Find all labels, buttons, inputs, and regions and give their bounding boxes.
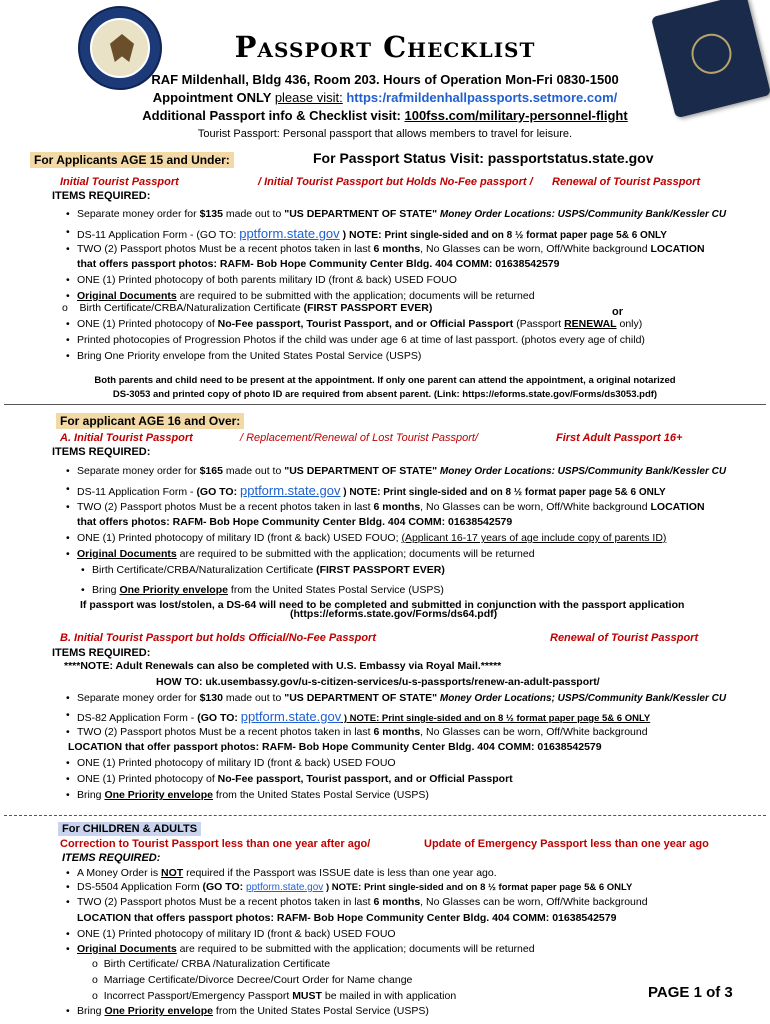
embassy-note: ****NOTE: Adult Renewals can also be completed with U.S. Embassy via Royal Mail.*****: [64, 660, 502, 672]
list-item: • ONE (1) Printed photocopy of military ID (front & back) USED FOUO: [77, 757, 396, 769]
additional-info-line: Additional Passport info & Checklist visit: 100fss.com/military-personnel-flight: [142, 108, 628, 123]
appointment-line: Appointment ONLY please visit: https:/rafmildenhallpassports.setmore.com/: [152, 90, 618, 105]
items-required-2: ITEMS REQUIRED:: [52, 446, 151, 458]
list-item: • Original Documents are required to be submitted with the application; documents will be returned: [77, 290, 535, 302]
list-item: • TWO (2) Passport photos Must be a recent photos taken in last 6 months, No Glasses can be worn, Off/White background LOCATION: [77, 243, 705, 255]
subhead-emergency: Update of Emergency Passport less than one year ago: [424, 838, 709, 850]
items-required-4: ITEMS REQUIRED:: [62, 852, 161, 864]
parents-note-2: DS-3053 and printed copy of photo ID are required from absent parent. (Link: https://eforms.state.gov/Forms/ds3053.pdf): [112, 389, 658, 400]
page-title: Passport Checklist: [234, 30, 536, 64]
list-sub-item: o Birth Certificate/ CRBA /Naturalization Certificate: [92, 958, 331, 970]
list-item: • DS-5504 Application Form (GO TO: pptform.state.gov ) NOTE: Print single-sided and on 8 ½ format paper page 5& 6 ONLY: [77, 881, 632, 893]
subhead-renewal: Renewal of Tourist Passport: [552, 176, 701, 188]
parents-note-1: Both parents and child need to be present at the appointment. If only one parent can attend the appointment, a original notarized: [94, 375, 676, 386]
lost-note-2: (https://eforms.state.gov/Forms/ds64.pdf): [290, 608, 498, 620]
or-label: or: [612, 306, 623, 318]
status-line: For Passport Status Visit: passportstatus.state.gov: [313, 150, 654, 166]
list-sub-item: o Incorrect Passport/Emergency Passport MUST be mailed in with application: [92, 990, 457, 1002]
subhead-a-initial: A. Initial Tourist Passport: [60, 432, 193, 444]
items-required-3: ITEMS REQUIRED:: [52, 647, 151, 659]
list-item: • DS-82 Application Form - (GO TO: pptform.state.gov ) NOTE: Print single-sided and on 8 ½ format paper page 5& 6 ONLY: [77, 709, 650, 724]
list-item: • DS-11 Application Form - (GO TO: pptform.state.gov ) NOTE: Print single-sided and on 8 ½ format paper page 5& 6 ONLY: [77, 226, 667, 241]
photo-location-2: that offers photos: RAFM- Bob Hope Community Center Bldg. 404 COMM: 01638542579: [77, 516, 513, 528]
list-item: • ONE (1) Printed photocopy of both parents military ID (front & back) USED FOUO: [77, 274, 457, 286]
subhead-b-renewal: Renewal of Tourist Passport: [550, 632, 699, 644]
list-item: • Bring One Priority envelope from the United States Postal Service (USPS): [77, 350, 421, 362]
items-required-1: ITEMS REQUIRED:: [52, 190, 151, 202]
lost-note-1: If passport was lost/stolen, a DS-64 will need to be completed and submitted in conjunction with the passport application: [80, 599, 685, 611]
list-item: • Separate money order for $165 made out to "US DEPARTMENT OF STATE" Money Order Locations: USPS/Community Bank/Kessler CU: [77, 465, 726, 477]
list-item: • ONE (1) Printed photocopy of No-Fee passport, Tourist passport, and or Official Passport: [77, 773, 513, 785]
subhead-b-initial: B. Initial Tourist Passport but holds Official/No-Fee Passport: [60, 632, 376, 644]
list-item: • ONE (1) Printed photocopy of military ID (front & back) USED FOUO; (Applicant 16-17 years of age include copy of parents ID): [77, 532, 666, 544]
page-number: PAGE 1 of 3: [648, 984, 733, 1001]
photo-location-1: that offers passport photos: RAFM- Bob Hope Community Center Bldg. 404 COMM: 01638542579: [77, 258, 560, 270]
pptform-link[interactable]: pptform.state.gov: [239, 226, 340, 241]
list-item: • TWO (2) Passport photos Must be a recent photos taken in last 6 months, No Glasses can be worn, Off/White background: [77, 896, 648, 908]
list-item: • ONE (1) Printed photocopy of military ID (front & back) USED FOUO: [77, 928, 396, 940]
list-item: • Separate money order for $130 made out to "US DEPARTMENT OF STATE" Money Order Locations; USPS/Community Bank/Kessler CU: [77, 692, 726, 704]
list-item: • TWO (2) Passport photos Must be a recent photos taken in last 6 months, No Glasses can be worn, Off/White background: [77, 726, 648, 738]
subhead-correction: Correction to Tourist Passport less than one year after ago/: [60, 838, 371, 850]
pptform-link[interactable]: pptform.state.gov: [240, 709, 342, 724]
list-item: • Separate money order for $135 made out to "US DEPARTMENT OF STATE" Money Order Locations: USPS/Community Bank/Kessler CU: [77, 208, 726, 220]
subhead-a-first-adult: First Adult Passport 16+: [556, 432, 683, 444]
subhead-nofee: / Initial Tourist Passport but Holds No-Fee passport /: [258, 176, 533, 188]
fss-link[interactable]: 100fss.com/military-personnel-flight: [404, 108, 628, 123]
embassy-howto: HOW TO: uk.usembassy.gov/u-s-citizen-services/u-s-passports/renew-an-adult-passport/: [156, 676, 600, 688]
list-item: • TWO (2) Passport photos Must be a recent photos taken in last 6 months, No Glasses can be worn, Off/White background LOCATION: [77, 501, 705, 513]
office-hours: RAF Mildenhall, Bldg 436, Room 203. Hours of Operation Mon-Fri 0830-1500: [151, 72, 619, 87]
list-item: • Bring One Priority envelope from the United States Postal Service (USPS): [77, 1005, 429, 1017]
list-sub-item: • Birth Certificate/CRBA/Naturalization Certificate (FIRST PASSPORT EVER): [92, 564, 445, 576]
list-item: • DS-11 Application Form - (GO TO: pptform.state.gov ) NOTE: Print single-sided and on 8 ½ format paper page 5& 6 ONLY: [77, 483, 666, 498]
subhead-a-replacement: / Replacement/Renewal of Lost Tourist Passport/: [240, 432, 479, 444]
pptform-link[interactable]: pptform.state.gov: [246, 882, 324, 893]
photo-location-4: LOCATION that offers passport photos: RAFM- Bob Hope Community Center Bldg. 404 COMM: 01638542579: [77, 912, 617, 924]
list-item: • Original Documents are required to be submitted with the application; documents will be returned: [77, 548, 535, 560]
pptform-link[interactable]: pptform.state.gov: [240, 483, 341, 498]
list-item: • ONE (1) Printed photocopy of No-Fee passport, Tourist Passport, and or Official Passport (Passport RENEWAL only): [77, 318, 642, 330]
photo-location-3: LOCATION that offer passport photos: RAFM- Bob Hope Community Center Bldg. 404 COMM: 01638542579: [68, 741, 602, 753]
status-link[interactable]: passportstatus.state.gov: [487, 150, 654, 166]
divider: [4, 404, 766, 405]
list-item: • Original Documents are required to be submitted with the application; documents will be returned: [77, 943, 535, 955]
list-item: • Bring One Priority envelope from the United States Postal Service (USPS): [77, 789, 429, 801]
section-heading-children-adults: For CHILDREN & ADULTS: [58, 822, 201, 836]
setmore-link[interactable]: https:/rafmildenhallpassports.setmore.com/: [342, 90, 618, 105]
section-heading-16-over: For applicant AGE 16 and Over:: [56, 413, 244, 429]
divider: [4, 815, 766, 816]
list-sub-item: o Marriage Certificate/Divorce Decree/Court Order for Name change: [92, 974, 413, 986]
list-item: • Printed photocopies of Progression Photos if the child was under age 6 at time of last passport. (photos every age of child): [77, 334, 645, 346]
tourist-passport-definition: Tourist Passport: Personal passport that allows members to travel for leisure.: [197, 128, 573, 140]
section-heading-15-under: For Applicants AGE 15 and Under:: [30, 152, 234, 168]
subhead-initial: Initial Tourist Passport: [60, 176, 179, 188]
list-item: • A Money Order is NOT required if the Passport was ISSUE date is less than one year ago.: [77, 867, 497, 879]
list-item: • Bring One Priority envelope from the United States Postal Service (USPS): [92, 584, 444, 596]
list-sub-item: o Birth Certificate/CRBA/Naturalization Certificate (FIRST PASSPORT EVER): [62, 302, 433, 314]
